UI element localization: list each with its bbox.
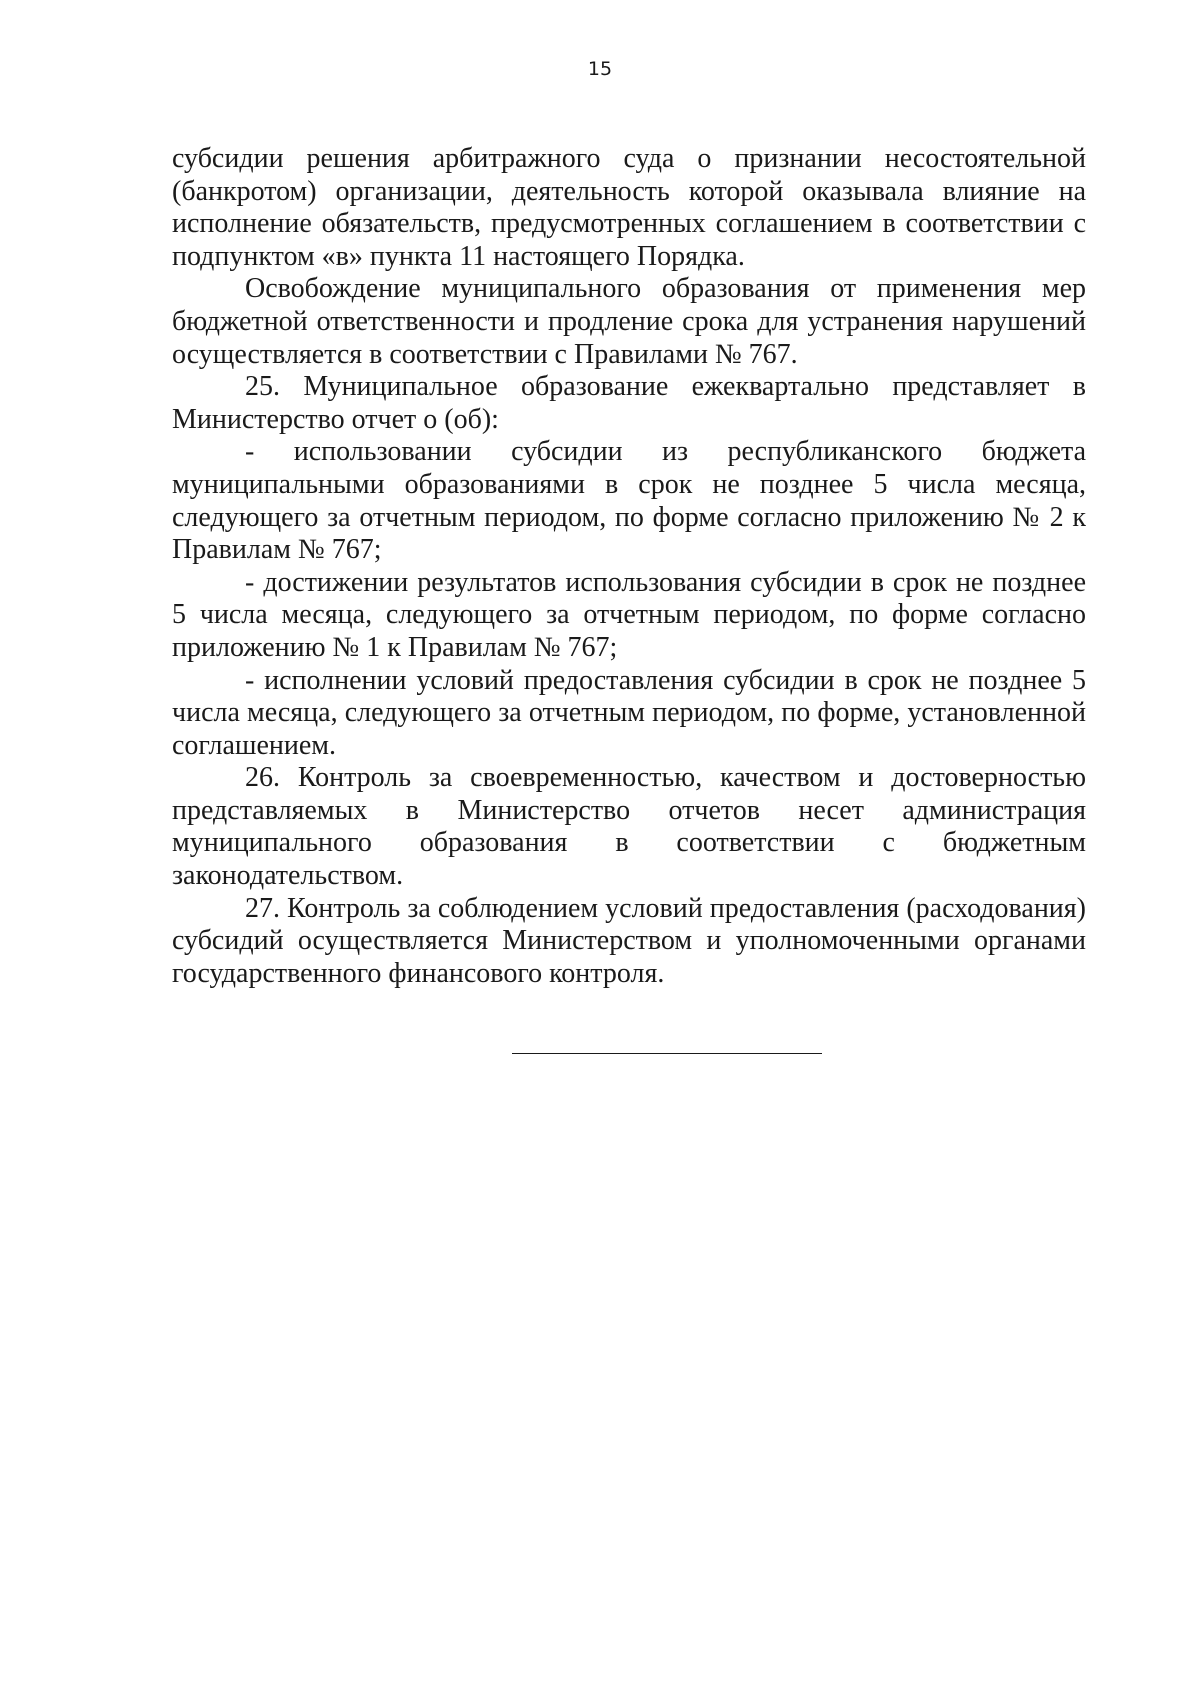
list-item-conditions: - исполнении условий предоставления субсидии в срок не позднее 5 числа месяца, следующего за отчетным периодом, по форме, установленной соглашением.: [172, 664, 1086, 761]
paragraph-25: 25. Муниципальное образование ежеквартально представляет в Министерство отчет о (об):: [172, 371, 1086, 435]
paragraph-exemption: Освобождение муниципального образования от применения мер бюджетной ответственности и продление срока для устранения нарушений осуществляется в соответствии с Правилами № 767.: [172, 273, 1086, 370]
page-number: 15: [587, 58, 613, 80]
paragraph-continuation: субсидии решения арбитражного суда о признании несостоятельной (банкротом) организации, деятельность которой оказывала влияние на исполнение обязательств, предусмотренных соглашением в соответствии с подпунктом «в» пункта 11 настоящего Порядка.: [172, 143, 1086, 272]
paragraph-27: 27. Контроль за соблюдением условий предоставления (расходования) субсидий осуществляется Министерством и уполномоченными органами государственного финансового контроля.: [172, 892, 1086, 989]
paragraph-26: 26. Контроль за своевременностью, качеством и достоверностью представляемых в Министерство отчетов несет администрация муниципального образования в соответствии с бюджетным законодательством.: [172, 762, 1086, 892]
document-body: [172, 143, 1086, 990]
end-of-document-rule: [512, 1053, 822, 1054]
list-item-results: - достижении результатов использования субсидии в срок не позднее 5 числа месяца, следующего за отчетным периодом, по форме согласно приложению № 1 к Правилам № 767;: [172, 566, 1086, 663]
list-item-subsidy-use: - использовании субсидии из республиканского бюджета муниципальными образованиями в срок не позднее 5 числа месяца, следующего за отчетным периодом, по форме согласно приложению № 2 к Правилам № 767;: [172, 436, 1086, 566]
